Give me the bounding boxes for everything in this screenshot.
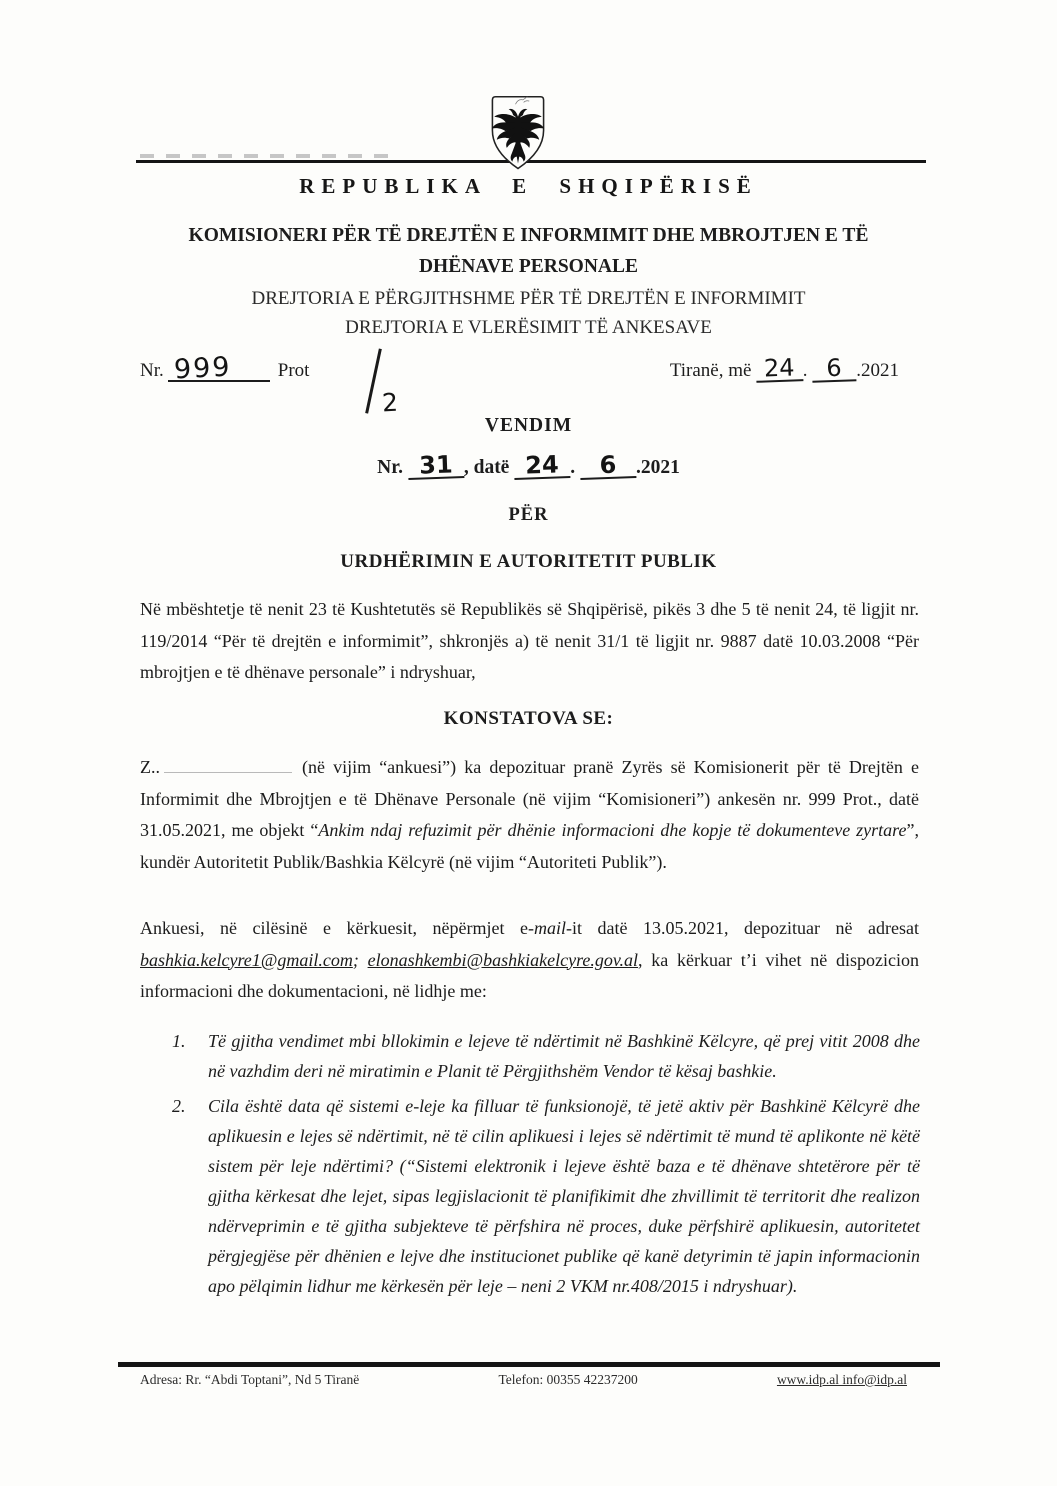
requested-items-list <box>172 1026 920 1306</box>
decision-nr-label: Nr. <box>377 457 403 478</box>
place-label: Tiranë, më <box>669 360 752 381</box>
complaint-text: (në vijim “ankuesi”) ka depozituar pranë Zyrës së Komisionerit për të Drejtën e Informimit dhe Mbrojtjen e të Dhënave Personale (në vijim “Komisioneri”) ankesën nr. 999 Prot., datë 31.05.2021, me objekt “ <box>140 757 919 840</box>
decision-number-handwritten: 31 <box>407 452 464 480</box>
protocol-year: .2021 <box>856 360 899 381</box>
date-dot: . <box>802 360 808 381</box>
protocol-prot-label: Prot <box>277 360 310 381</box>
request-mid: -it datë 13.05.2021, depozituar në adresat <box>566 918 919 938</box>
footer-phone: Telefon: 00355 42237200 <box>498 1372 638 1387</box>
email-address-2: elonashkembi@bashkiakelcyre.gov.al <box>367 949 639 970</box>
protocol-nr-label: Nr. <box>140 360 164 381</box>
protocol-number-handwritten: 999 <box>172 351 233 386</box>
protocol-number-line <box>168 351 270 386</box>
protocol-number-block <box>140 351 401 418</box>
decision-year: .2021 <box>635 457 680 478</box>
konstatova-heading: KONSTATOVA SE: <box>443 708 614 729</box>
decision-month-handwritten: 6 <box>580 452 637 480</box>
complainant-initial: Z.. <box>140 757 160 777</box>
institution-name-line1: KOMISIONERI PËR TË DREJTËN E INFORMIMIT DHE MBROJTJEN E TË <box>188 225 869 246</box>
list-item <box>172 1026 920 1086</box>
request-paragraph <box>140 913 919 1008</box>
email-separator: ; <box>352 949 368 970</box>
decision-day-handwritten: 24 <box>514 452 571 480</box>
request-lead: Ankuesi, në cilësinë e kërkuesit, nëpërmjet e- <box>140 918 534 938</box>
redacted-name-blank <box>164 759 292 773</box>
protocol-subnumber-handwritten: 2 <box>381 387 401 418</box>
scan-smudge <box>140 154 390 158</box>
albanian-eagle-emblem-icon <box>486 93 550 171</box>
legal-basis-paragraph: Në mbështetje të nenit 23 të Kushtetutës së Republikës së Shqipërisë, pikës 3 dhe 5 të nenit 24, të ligjit nr. 119/2014 “Për të drejtën e informimit”, shkronjës a) të nenit 31/1 të ligjit nr. 9887 datë 10.03.2008 “Për mbrojtjen e të dhënave personale” i ndryshuar, <box>140 599 919 682</box>
protocol-day-handwritten: 24 <box>756 355 803 383</box>
list-item-number: 1. <box>172 1031 186 1051</box>
request-tail: , ka kërkuar t’i vihet në dispozicion informacioni dhe dokumentacioni, në lidhje me: <box>140 949 919 1001</box>
complaint-object-italic: Ankim ndaj refuzimit për dhënie informacioni dhe kopje të dokumenteve zyrtare <box>318 820 907 840</box>
footer-website-email: www.idp.al info@idp.al <box>776 1372 907 1387</box>
institution-name-line2: DHËNAVE PERSONALE <box>418 256 639 277</box>
decision-subject-heading: URDHËRIMIN E AUTORITETIT PUBLIK <box>340 551 717 572</box>
decision-date-label: , datë <box>463 457 510 478</box>
place-date-block <box>669 353 899 383</box>
footer-address: Adresa: Rr. “Abdi Toptani”, Nd 5 Tiranë <box>140 1372 360 1387</box>
mail-italic: mail <box>533 918 566 938</box>
footer <box>140 1372 907 1388</box>
email-address-1: bashkia.kelcyre1@gmail.com <box>140 949 353 970</box>
footer-divider <box>118 1362 940 1367</box>
decision-title: VENDIM <box>484 415 573 436</box>
protocol-month-handwritten: 6 <box>812 355 857 383</box>
list-item-text: Të gjitha vendimet mbi bllokimin e lejeve të ndërtimit në Bashkinë Këlcyre, që prej vitit 2008 dhe në vazhdim deri në miratimin e Planit të Përgjithshëm Vendor të kësaj bashkie. <box>208 1031 920 1081</box>
list-item-number: 2. <box>172 1096 186 1116</box>
list-item <box>172 1091 920 1301</box>
complaint-tail: ”, kundër Autoritetit Publik/Bashkia Këlcyrë (në vijim “Autoriteti Publik”). <box>140 820 919 872</box>
republic-title: REPUBLIKA E SHQIPËRISË <box>299 174 758 198</box>
handwritten-slash-mark <box>365 348 381 413</box>
decision-number-date-line <box>0 450 1057 480</box>
directorate-line1: DREJTORIA E PËRGJITHSHME PËR TË DREJTËN E INFORMIMIT <box>251 288 806 309</box>
directorate-line2: DREJTORIA E VLERËSIMIT TË ANKESAVE <box>345 317 712 338</box>
list-item-text: Cila është data që sistemi e-leje ka filluar të funksionojë, të jetë aktiv për Bashkinë Këlcyrë dhe aplikuesin e lejes së ndërtimit, në të cilin aplikuesi i lejes së ndërtimit të mund të aplikonte në këtë sistem për leje ndërtimi? (“Sistemi elektronik i lejeve është baza e të dhënave shtetërore për të gjitha kërkesat dhe lejet, sipas legjislacionit të planifikimit dhe zhvillimit të territorit dhe realizon ndërveprimin e të gjitha subjekteve të përfshira në proces, duke përfshirë aplikuesin, autoritetet përgjegjëse për dhënien e lejve dhe institucionet publike që kanë detyrimin të japin informacionin apo pëlqimin lidhur me kërkesën për leje – neni 2 VKM nr.408/2015 i ndryshuar). <box>208 1096 920 1296</box>
decision-date-dot: . <box>570 457 576 478</box>
preposition-heading: PËR <box>508 505 549 525</box>
complaint-paragraph <box>140 752 919 878</box>
